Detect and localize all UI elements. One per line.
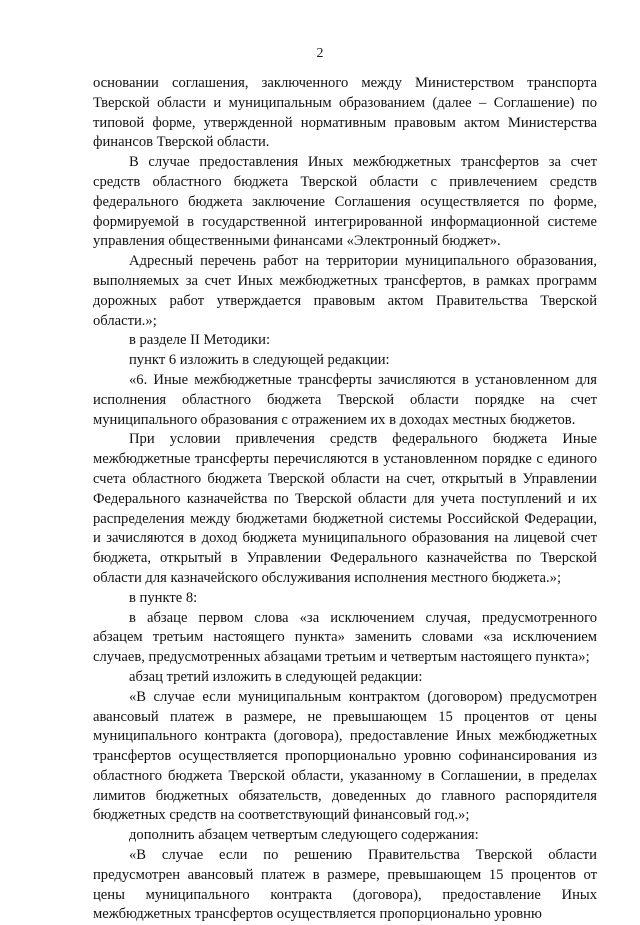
paragraph: В случае предоставления Иных межбюджетных трансфертов за счет средств областного бюджета Тверской области с привлечением средств федерального бюджета заключение Соглашения осуществляется по форме, формируемой в государственной интегрированной информационной системе управления общественными финансами «Электронный бюджет». <box>93 154 597 250</box>
paragraph: При условии привлечения средств федерального бюджета Иные межбюджетные трансферты перечисляются в установленном порядке с единого счета областного бюджета Тверской области на счет, открытый в Управлении Федерального казначейства по Тверской области для учета поступлений и их распределения между бюджетами бюджетной системы Российской Федерации, и зачисляются в доход бюджета муниципального образования на лицевой счет бюджета, открытый в Управлении Федерального казначейства по Тверской области для казначейского обслуживания исполнения местного бюджета.»; <box>93 431 597 586</box>
paragraph: «6. Иные межбюджетные трансферты зачисляются в установленном для исполнения областного бюджета Тверской области порядке на счет муниципального образования с отражением их в доходах местных бюджетов. <box>93 371 597 428</box>
paragraph: абзац третий изложить в следующей редакции: <box>129 668 423 685</box>
paragraph: в пункте 8: <box>129 589 198 606</box>
paragraph: пункт 6 изложить в следующей редакции: <box>129 352 390 369</box>
paragraph: в разделе II Методики: <box>129 332 271 349</box>
paragraph-continuation: основании соглашения, заключенного между Министерством транспорта Тверской области и муниципальным образованием (далее – Соглашение) по типовой форме, утвержденной нормативным правовым актом Министерства финансов Тверской области. <box>93 75 597 151</box>
page-number: 2 <box>316 46 324 61</box>
paragraph: в абзаце первом слова «за исключением случая, предусмотренного абзацем третьим настоящего пункта» заменить словами «за исключением случаев, предусмотренных абзацами третьим и четвертым настоящего пункта»; <box>93 609 597 666</box>
paragraph: дополнить абзацем четвертым следующего содержания: <box>129 827 479 844</box>
paragraph: «В случае если муниципальным контрактом (договором) предусмотрен авансовый платеж в размере, не превышающем 15 процентов от цены муниципального контракта (договора), предоставление Иных межбюджетных трансфертов осуществляется пропорционально уровню софинансирования из областного бюджета Тверской области, указанному в Соглашении, в пределах лимитов бюджетных обязательств, доведенных до главного распорядителя бюджетных средств на соответствующий финансовый год.»; <box>93 688 597 824</box>
paragraph: «В случае если по решению Правительства Тверской области предусмотрен авансовый платеж в размере, превышающем 15 процентов от цены муниципального контракта (договора), предоставление Иных межбюджетных трансфертов осуществляется пропорционально уровню <box>93 847 597 923</box>
document-body <box>93 74 597 925</box>
paragraph: Адресный перечень работ на территории муниципального образования, выполняемых за счет Иных межбюджетных трансфертов, в рамках программ дорожных работ утверждается правовым актом Правительства Тверской области.»; <box>93 253 597 329</box>
